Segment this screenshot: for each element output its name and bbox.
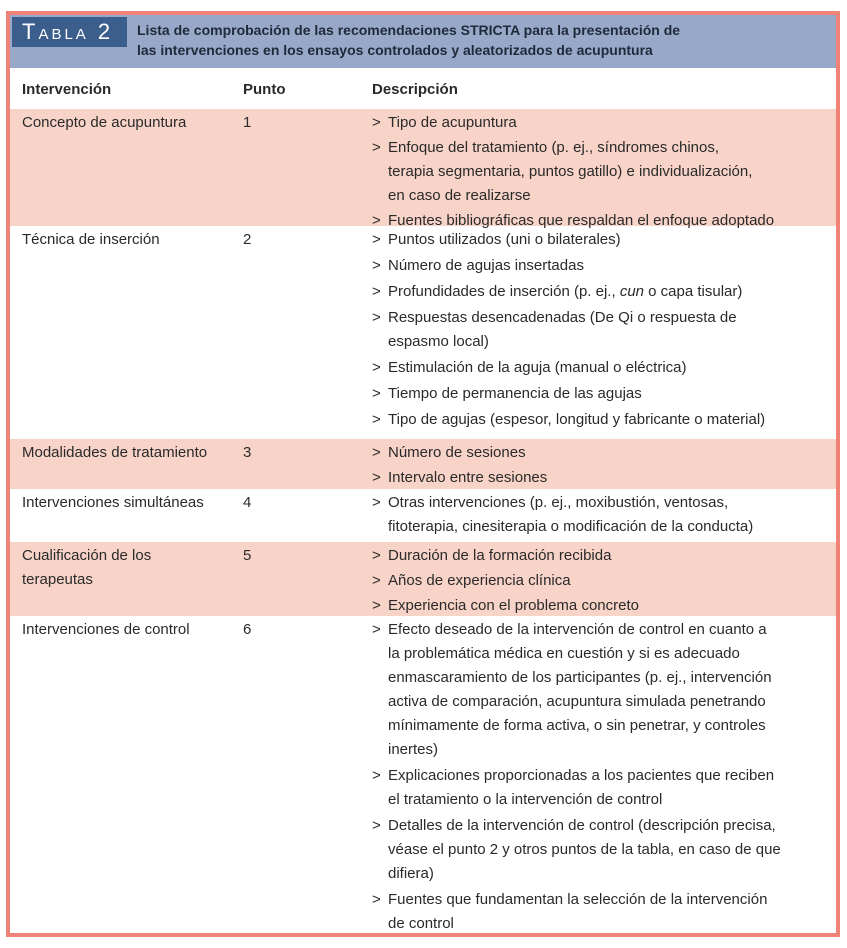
description-line: Años de experiencia clínica (388, 572, 571, 589)
bullet-marker: > (372, 597, 381, 614)
description-line: en caso de realizarse (388, 187, 531, 204)
description-cell (372, 491, 753, 541)
bullet-marker: > (372, 309, 381, 326)
description-line: véase el punto 2 y otros puntos de la tabla, en caso de que (388, 841, 781, 858)
bullet-marker: > (372, 469, 381, 486)
description-cell (372, 618, 781, 938)
bullet-marker: > (372, 547, 381, 564)
table-row (10, 542, 836, 616)
bullet-marker: > (372, 891, 381, 908)
description-item (372, 764, 781, 812)
description-item (372, 280, 765, 304)
description-item (372, 356, 765, 380)
table-title (137, 20, 680, 60)
description-item (372, 382, 765, 406)
description-item (372, 254, 765, 278)
description-item (372, 306, 765, 354)
description-cell (372, 441, 547, 490)
description-item (372, 814, 781, 886)
description-line: activa de comparación, acupuntura simulada penetrando (388, 693, 766, 710)
description-item (372, 441, 547, 465)
point-cell: 2 (243, 231, 252, 248)
header-point: Punto (243, 81, 286, 98)
description-line: Enfoque del tratamiento (p. ej., síndromes chinos, (388, 139, 720, 156)
description-line: Respuestas desencadenadas (De Qi o respuesta de (388, 309, 737, 326)
intervention-cell (22, 111, 186, 135)
point-cell: 1 (243, 114, 252, 131)
intervention-text: Técnica de inserción (22, 231, 160, 248)
description-segment: o capa tisular) (644, 283, 743, 300)
intervention-text: Concepto de acupuntura (22, 114, 187, 131)
description-line: fitoterapia, cinesiterapia o modificación de la conducta) (388, 518, 754, 535)
description-line: espasmo local) (388, 333, 489, 350)
description-item (372, 569, 639, 593)
point-cell: 4 (243, 494, 252, 511)
table-title-line: Lista de comprobación de las recomendaciones STRICTA para la presentación de (137, 22, 681, 38)
bullet-marker: > (372, 231, 381, 248)
table-row (10, 226, 836, 439)
description-item (372, 466, 547, 490)
bullet-marker: > (372, 139, 381, 156)
description-line: Número de agujas insertadas (388, 257, 584, 274)
bullet-marker: > (372, 572, 381, 589)
description-line: Tipo de agujas (espesor, longitud y fabricante o material) (388, 411, 766, 428)
description-segment: Profundidades de inserción (p. ej., (388, 283, 620, 300)
description-line: Número de sesiones (388, 444, 526, 461)
bullet-marker: > (372, 411, 381, 428)
description-line: terapia segmentaria, puntos gatillo) e individualización, (388, 163, 753, 180)
bullet-marker: > (372, 767, 381, 784)
description-line: Intervalo entre sesiones (388, 469, 548, 486)
point-cell: 6 (243, 621, 252, 638)
bullet-marker: > (372, 817, 381, 834)
intervention-cell (22, 544, 151, 592)
description-segment: cun (619, 283, 644, 300)
bullet-marker: > (372, 621, 381, 638)
point-cell: 5 (243, 547, 252, 564)
description-item (372, 618, 781, 762)
table-row (10, 616, 836, 932)
intervention-cell (22, 618, 190, 642)
description-line: Fuentes que fundamentan la selección de la intervención (388, 891, 768, 908)
description-line: el tratamiento o la intervención de control (388, 791, 663, 808)
bullet-marker: > (372, 114, 381, 131)
description-line: Puntos utilizados (uni o bilaterales) (388, 231, 621, 248)
description-line: Detalles de la intervención de control (descripción precisa, (388, 817, 776, 834)
description-line: Estimulación de la aguja (manual o eléctrica) (388, 359, 687, 376)
column-headers (10, 81, 836, 108)
point-cell: 3 (243, 444, 252, 461)
table-header-band (10, 15, 836, 68)
description-line: inertes) (388, 741, 439, 758)
description-item (372, 228, 765, 252)
bullet-marker: > (372, 212, 381, 229)
intervention-cell (22, 228, 160, 252)
bullet-marker: > (372, 359, 381, 376)
header-description: Descripción (372, 81, 458, 98)
description-cell (372, 544, 639, 618)
description-item (372, 408, 765, 432)
description-cell (372, 111, 774, 233)
description-line (388, 280, 765, 304)
table-frame (6, 11, 840, 937)
description-cell (372, 228, 765, 434)
table-row (10, 109, 836, 229)
bullet-marker: > (372, 257, 381, 274)
description-item (372, 888, 781, 936)
table-title-line: las intervenciones en los ensayos controlados y aleatorizados de acupuntura (137, 42, 653, 58)
description-item (372, 136, 774, 208)
description-item (372, 544, 639, 568)
description-line: la problemática médica en cuestión y si es adecuado (388, 645, 740, 662)
intervention-cell (22, 491, 204, 515)
description-line: Experiencia con el problema concreto (388, 597, 639, 614)
description-line: Duración de la formación recibida (388, 547, 612, 564)
bullet-marker: > (372, 494, 381, 511)
description-line: Efecto deseado de la intervención de control en cuanto a (388, 621, 767, 638)
table-label: Tabla 2 (12, 17, 127, 47)
description-line: difiera) (388, 865, 434, 882)
intervention-text: Cualificación de los (22, 547, 152, 564)
description-line: Explicaciones proporcionadas a los pacientes que reciben (388, 767, 775, 784)
description-line: mínimamente de forma activa, o sin penetrar, y controles (388, 717, 766, 734)
intervention-cell (22, 441, 207, 465)
description-line: de control (388, 915, 454, 932)
bullet-marker: > (372, 283, 381, 300)
table-row (10, 489, 836, 542)
description-line: Fuentes bibliográficas que respaldan el enfoque adoptado (388, 212, 775, 229)
description-line: Otras intervenciones (p. ej., moxibustión, ventosas, (388, 494, 729, 511)
description-item (372, 111, 774, 135)
header-intervention: Intervención (22, 81, 112, 98)
intervention-text: Modalidades de tratamiento (22, 444, 208, 461)
bullet-marker: > (372, 444, 381, 461)
description-line: Tipo de acupuntura (388, 114, 517, 131)
bullet-marker: > (372, 385, 381, 402)
intervention-text: Intervenciones simultáneas (22, 494, 204, 511)
description-line: Tiempo de permanencia de las agujas (388, 385, 642, 402)
table-row (10, 439, 836, 489)
description-item (372, 594, 639, 618)
description-item (372, 491, 753, 539)
intervention-text: terapeutas (22, 571, 93, 588)
table-body (10, 109, 836, 932)
intervention-text: Intervenciones de control (22, 621, 190, 638)
description-line: enmascaramiento de los participantes (p. ej., intervención (388, 669, 772, 686)
